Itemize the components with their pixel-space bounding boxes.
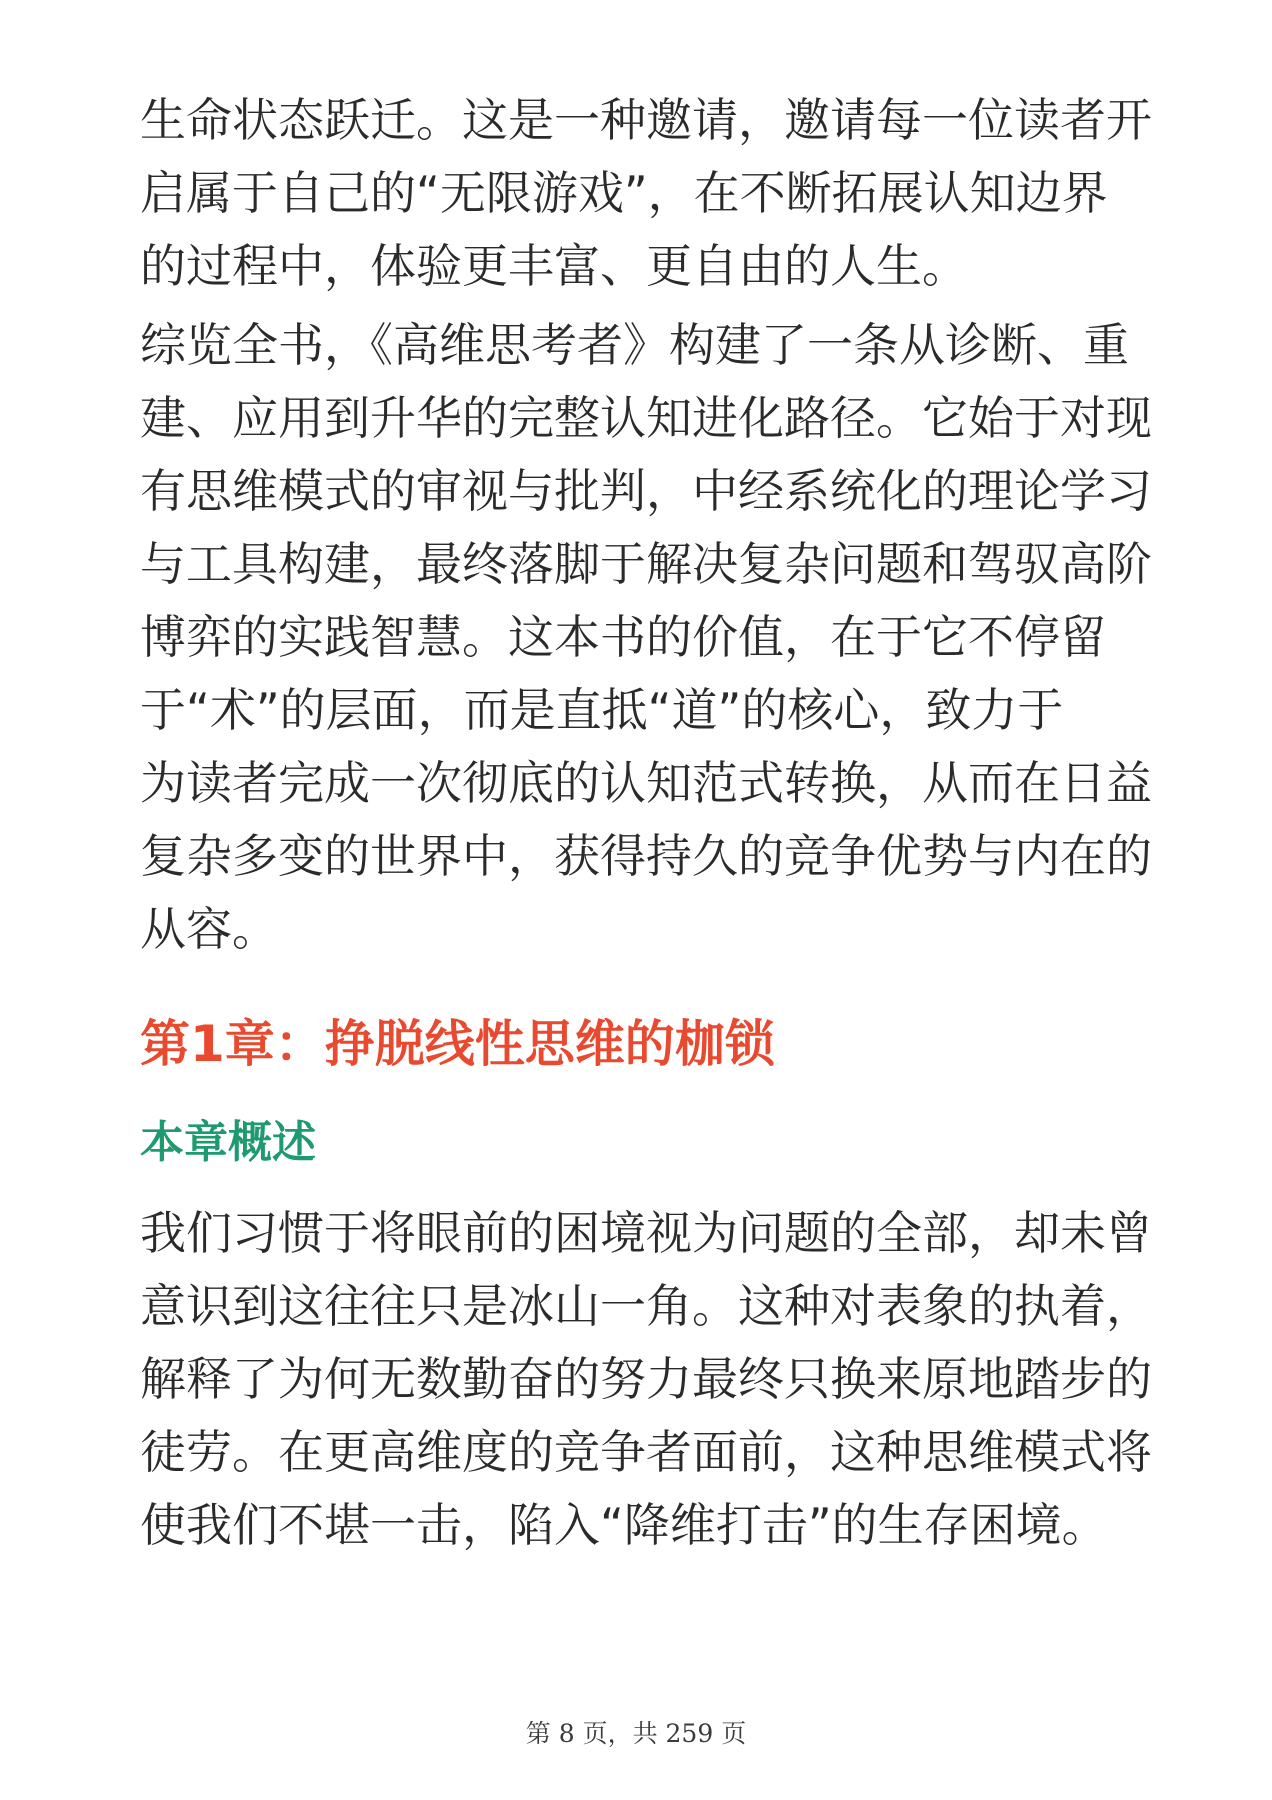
section-title: 本章概述 [140, 1117, 316, 1168]
text-line: 博弈的实践智慧。这本书的价值，在于它不停留 [140, 610, 1106, 664]
paragraph-intro-end [140, 84, 1152, 303]
text-line: 为读者完成一次彻底的认知范式转换，从而在日益 [140, 756, 1152, 810]
paragraph-book-summary [140, 309, 1152, 966]
page-number-footer: 第 8 页，共 259 页 [525, 1719, 747, 1748]
text-line: 的过程中，体验更丰富、更自由的人生。 [140, 239, 968, 293]
text-line: 徒劳。在更高维度的竞争者面前，这种思维模式将 [140, 1425, 1152, 1479]
text-line: 解释了为何无数勤奋的努力最终只换来原地踏步的 [140, 1352, 1152, 1406]
text-line: 启属于自己的“无限游戏”，在不断拓展认知边界 [140, 166, 1108, 220]
text-line: 意识到这往往只是冰山一角。这种对表象的执着， [140, 1279, 1152, 1333]
page-content [140, 84, 1152, 1562]
text-line: 有思维模式的审视与批判，中经系统化的理论学习 [140, 464, 1152, 518]
paragraph-overview [140, 1197, 1152, 1562]
text-line: 与工具构建，最终落脚于解决复杂问题和驾驭高阶 [140, 537, 1152, 591]
text-line: 综览全书，《高维思考者》构建了一条从诊断、重 [140, 318, 1129, 372]
text-line: 于“术”的层面，而是直抵“道”的核心，致力于 [140, 683, 1064, 737]
text-line: 从容。 [140, 902, 278, 956]
text-line: 我们习惯于将眼前的困境视为问题的全部，却未曾 [140, 1206, 1152, 1260]
text-line: 生命状态跃迁。这是一种邀请，邀请每一位读者开 [140, 93, 1152, 147]
text-line: 使我们不堪一击，陷入“降维打击”的生存困境。 [140, 1498, 1108, 1552]
text-line: 复杂多变的世界中，获得持久的竞争优势与内在的 [140, 829, 1152, 883]
chapter-title: 第1章：挣脱线性思维的枷锁 [140, 1015, 775, 1073]
text-line: 建、应用到升华的完整认知进化路径。它始于对现 [140, 391, 1152, 445]
